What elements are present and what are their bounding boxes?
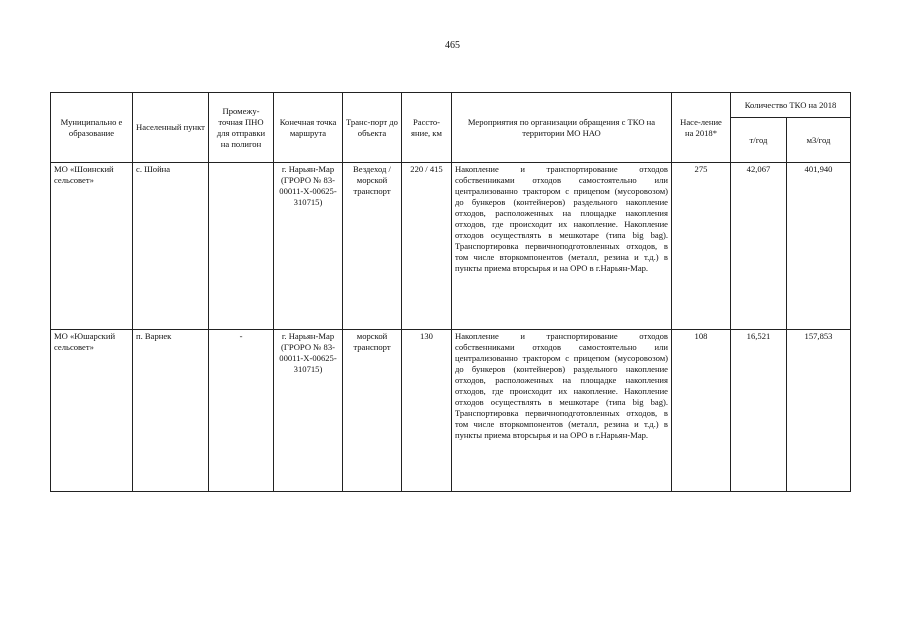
cell-transport: морской транспорт: [343, 330, 402, 492]
cell-distance: 130: [402, 330, 452, 492]
cell-tko-m3: 157,853: [787, 330, 851, 492]
cell-tko-tons: 16,521: [731, 330, 787, 492]
page-number: 465: [445, 40, 460, 51]
header-municipality: Муниципально е образование: [51, 93, 133, 163]
header-distance: Рассто-яние, км: [402, 93, 452, 163]
cell-settlement: п. Варнек: [133, 330, 209, 492]
header-tko-m3: м3/год: [787, 118, 851, 163]
header-measures: Мероприятия по организации обращения с ТКО на территории МО НАО: [452, 93, 672, 163]
cell-intermediate-point: [209, 163, 274, 330]
header-destination: Конечная точка маршрута: [274, 93, 343, 163]
header-settlement: Населенный пункт: [133, 93, 209, 163]
cell-intermediate-point: -: [209, 330, 274, 492]
cell-tko-m3: 401,940: [787, 163, 851, 330]
cell-measures: Накопление и транспортирование отходов собственниками отходов самостоятельно или централизованно трактором с прицепом (мусоровозом) до бункеров (контейнеров) раздельного накопление отходов, расположенных на площадке накопления отходов, где происходит их накопление. Накопление отходов осуществлять в мешкотаре (типа big bag). Транспортировка первичноподготовленных отходов, в том числе вторкомпонентов (металл, резина и т.д.) в пункты приема вторсырья и на ОРО в г.Нарьян-Мар.: [452, 163, 672, 330]
header-intermediate-point: Промежу-точная ПНО для отправки на полигон: [209, 93, 274, 163]
cell-measures: Накопление и транспортирование отходов собственниками отходов самостоятельно или централизованно трактором с прицепом (мусоровозом) до бункеров (контейнеров) раздельного накопление отходов, расположенных на площадке накопления отходов, где происходит их накопление. Накопление отходов осуществлять в мешкотаре (типа big bag). Транспортировка первичноподготовленных отходов, в том числе вторкомпонентов (металл, резина и т.д.) в пункты приема вторсырья и на ОРО в г.Нарьян-Мар.: [452, 330, 672, 492]
cell-municipality: МО «Шоинский сельсовет»: [51, 163, 133, 330]
header-transport: Транс-порт до объекта: [343, 93, 402, 163]
cell-transport: Вездеход / морской транспорт: [343, 163, 402, 330]
cell-population: 108: [672, 330, 731, 492]
header-population: Насе-ление на 2018*: [672, 93, 731, 163]
header-row: [51, 93, 851, 118]
cell-settlement: с. Шойна: [133, 163, 209, 330]
cell-tko-tons: 42,067: [731, 163, 787, 330]
table-row: [51, 163, 851, 330]
cell-destination: г. Нарьян-Мар (ГРОРО № 83-00011-Х-00625-310715): [274, 163, 343, 330]
table-row: [51, 330, 851, 492]
cell-population: 275: [672, 163, 731, 330]
waste-management-table: [50, 92, 851, 492]
cell-destination: г. Нарьян-Мар (ГРОРО № 83-00011-Х-00625-310715): [274, 330, 343, 492]
header-tko-tons: т/год: [731, 118, 787, 163]
cell-distance: 220 / 415: [402, 163, 452, 330]
cell-municipality: МО «Юшарский сельсовет»: [51, 330, 133, 492]
header-tko-group: Количество ТКО на 2018: [731, 93, 851, 118]
